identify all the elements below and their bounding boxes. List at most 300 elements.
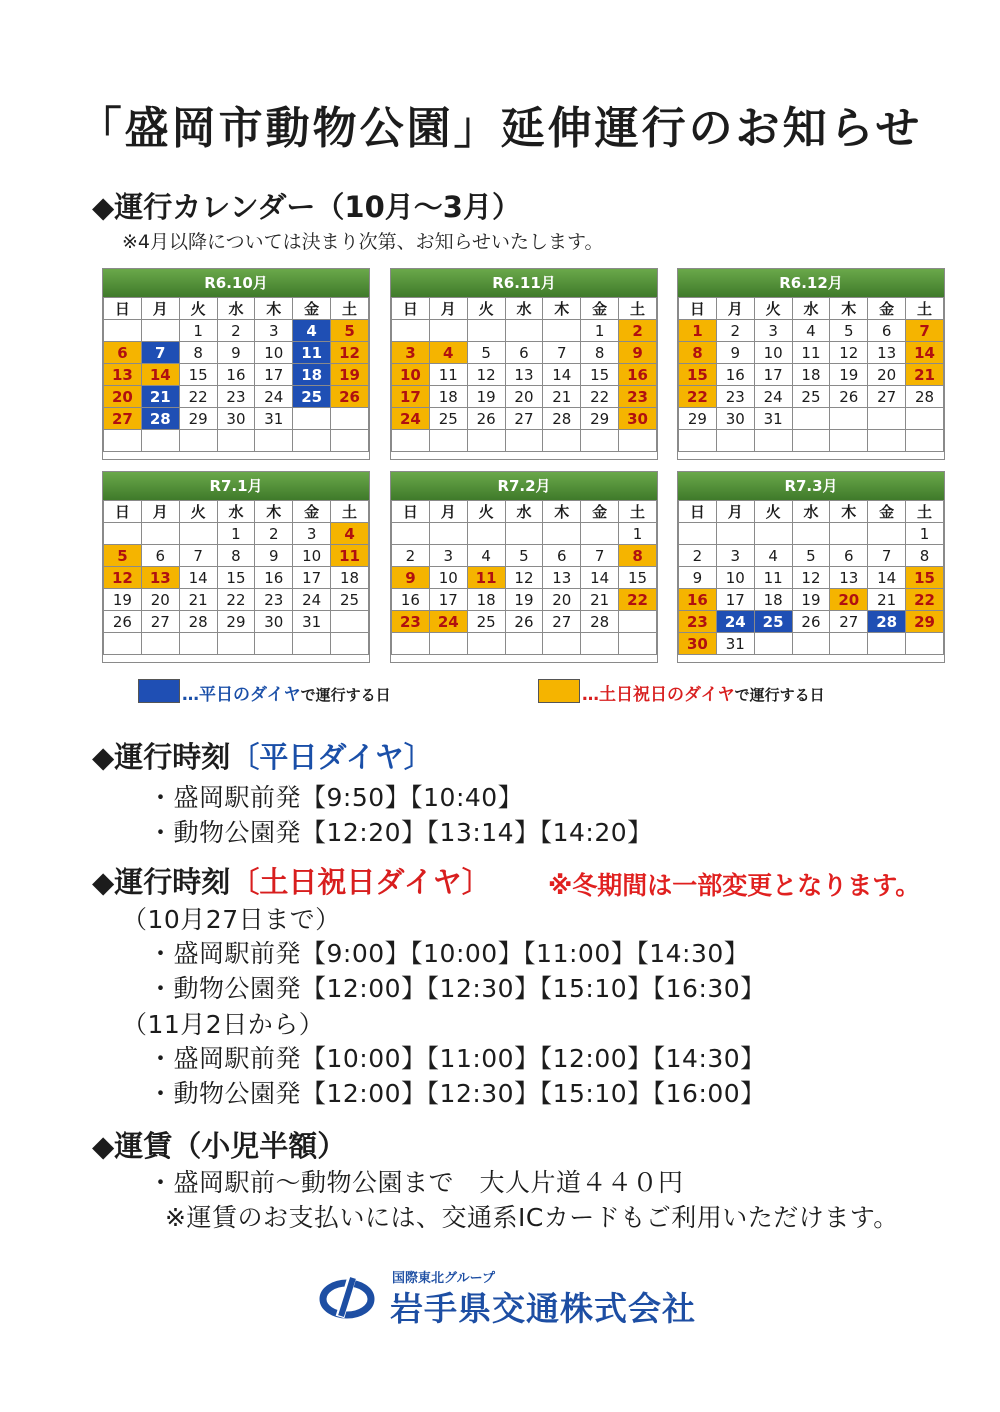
calendar-day: 1 xyxy=(906,523,944,545)
calendar-empty-cell xyxy=(467,633,505,655)
calendar-empty-cell xyxy=(293,408,331,430)
calendar-empty-cell xyxy=(104,523,142,545)
calendar-day: 20 xyxy=(543,589,581,611)
calendar-day: 8 xyxy=(619,545,657,567)
calendar-day: 27 xyxy=(830,611,868,633)
calendar-month-title: R6.12月 xyxy=(678,269,944,297)
group-name: 国際東北グループ xyxy=(392,1271,495,1286)
weekday-header: 日 xyxy=(104,501,142,523)
calendar-heading: ◆運行カレンダー（10月～3月） xyxy=(92,190,521,224)
calendar-empty-cell xyxy=(217,633,255,655)
holiday-heading-note: ※冬期間は一部変更となります。 xyxy=(548,871,921,900)
iwate-kotsu-logo-icon xyxy=(318,1275,376,1319)
calendar-empty-cell xyxy=(505,523,543,545)
weekday-header: 金 xyxy=(581,501,619,523)
calendar-day: 12 xyxy=(505,567,543,589)
calendar-day: 30 xyxy=(619,408,657,430)
calendar-day: 17 xyxy=(429,589,467,611)
calendar-day: 26 xyxy=(792,611,830,633)
calendar-day: 31 xyxy=(716,633,754,655)
holiday-heading-tag: 〔土日祝日ダイヤ〕 xyxy=(230,865,491,899)
calendar-day: 22 xyxy=(619,589,657,611)
calendar-day: 22 xyxy=(679,386,717,408)
calendar-day: 17 xyxy=(255,364,293,386)
calendar-day: 7 xyxy=(581,545,619,567)
calendar-day: 1 xyxy=(581,320,619,342)
calendar-day: 2 xyxy=(619,320,657,342)
calendar-day: 16 xyxy=(716,364,754,386)
calendar-note: ※4月以降については決まり次第、お知らせいたします。 xyxy=(122,231,604,253)
weekday-line-1: ・盛岡駅前発【9:50】【10:40】 xyxy=(148,783,524,812)
fare-line-1: ・盛岡駅前～動物公園まで 大人片道４４０円 xyxy=(148,1168,684,1197)
calendar-day: 29 xyxy=(217,611,255,633)
calendar-empty-cell xyxy=(505,430,543,452)
calendar-day: 24 xyxy=(293,589,331,611)
calendar-day: 30 xyxy=(217,408,255,430)
weekday-header: 木 xyxy=(543,298,581,320)
calendar-day: 17 xyxy=(716,589,754,611)
calendar-day: 23 xyxy=(619,386,657,408)
weekday-header: 火 xyxy=(467,298,505,320)
calendar-day: 3 xyxy=(255,320,293,342)
weekday-header: 水 xyxy=(217,298,255,320)
company-logo xyxy=(318,1265,718,1328)
calendar-day: 28 xyxy=(179,611,217,633)
calendar-empty-cell xyxy=(104,633,142,655)
calendar-empty-cell xyxy=(792,430,830,452)
calendar-month-title: R7.3月 xyxy=(678,472,944,500)
calendar-day: 11 xyxy=(429,364,467,386)
calendar-month xyxy=(677,471,945,663)
calendar-day: 11 xyxy=(754,567,792,589)
calendar-day: 29 xyxy=(679,408,717,430)
calendar-day: 28 xyxy=(543,408,581,430)
fare-line-2: ※運賃のお支払いには、交通系ICカードもご利用いただけます。 xyxy=(165,1203,899,1232)
calendar-day: 3 xyxy=(293,523,331,545)
calendar-day: 6 xyxy=(104,342,142,364)
calendar-day: 5 xyxy=(467,342,505,364)
calendar-day: 30 xyxy=(716,408,754,430)
calendar-day: 27 xyxy=(104,408,142,430)
weekday-header: 月 xyxy=(141,501,179,523)
calendar-day: 28 xyxy=(868,611,906,633)
calendar-day: 19 xyxy=(467,386,505,408)
legend-blue-label: …平日のダイヤ xyxy=(182,685,301,705)
calendar-day: 25 xyxy=(792,386,830,408)
calendar-day: 11 xyxy=(792,342,830,364)
weekday-line-2: ・動物公園発【12:20】【13:14】【14:20】 xyxy=(148,818,653,847)
calendar-day: 5 xyxy=(331,320,369,342)
calendar-day: 26 xyxy=(505,611,543,633)
calendar-empty-cell xyxy=(543,523,581,545)
calendar-empty-cell xyxy=(716,430,754,452)
calendar-day: 8 xyxy=(581,342,619,364)
calendar-day: 22 xyxy=(217,589,255,611)
weekday-header: 金 xyxy=(293,501,331,523)
calendar-day: 18 xyxy=(754,589,792,611)
calendar-day: 16 xyxy=(255,567,293,589)
calendar-empty-cell xyxy=(505,633,543,655)
weekday-header: 木 xyxy=(830,298,868,320)
calendar-day: 12 xyxy=(467,364,505,386)
calendar-day: 15 xyxy=(581,364,619,386)
calendar-day: 6 xyxy=(505,342,543,364)
legend-yellow-label: …土日祝日のダイヤ xyxy=(582,685,735,705)
calendar-empty-cell xyxy=(619,611,657,633)
calendar-day: 27 xyxy=(141,611,179,633)
calendar-day: 14 xyxy=(868,567,906,589)
calendar-empty-cell xyxy=(429,523,467,545)
calendar-day: 1 xyxy=(179,320,217,342)
calendar-day: 24 xyxy=(716,611,754,633)
weekday-header: 木 xyxy=(543,501,581,523)
weekday-header: 木 xyxy=(830,501,868,523)
weekday-header: 土 xyxy=(619,298,657,320)
weekday-header: 土 xyxy=(331,501,369,523)
calendar-empty-cell xyxy=(293,633,331,655)
calendar-day: 9 xyxy=(716,342,754,364)
calendar-empty-cell xyxy=(830,633,868,655)
calendar-empty-cell xyxy=(581,633,619,655)
calendar-empty-cell xyxy=(581,430,619,452)
calendar-empty-cell xyxy=(754,523,792,545)
calendar-day: 8 xyxy=(679,342,717,364)
calendar-day: 5 xyxy=(830,320,868,342)
calendar-day: 7 xyxy=(141,342,179,364)
weekday-header: 火 xyxy=(179,298,217,320)
calendar-day: 29 xyxy=(906,611,944,633)
calendar-empty-cell xyxy=(255,633,293,655)
legend-blue-tail: で運行する日 xyxy=(300,686,391,704)
weekday-header: 月 xyxy=(716,298,754,320)
calendar-empty-cell xyxy=(543,633,581,655)
calendar-day: 15 xyxy=(619,567,657,589)
weekday-header: 木 xyxy=(255,501,293,523)
calendar-empty-cell xyxy=(792,633,830,655)
calendar-day: 21 xyxy=(906,364,944,386)
calendar-day: 23 xyxy=(716,386,754,408)
calendar-day: 17 xyxy=(293,567,331,589)
holiday-p2-line-1: ・盛岡駅前発【10:00】【11:00】【12:00】【14:30】 xyxy=(148,1044,766,1073)
calendar-day: 9 xyxy=(255,545,293,567)
calendar-day: 3 xyxy=(429,545,467,567)
calendar-day: 10 xyxy=(293,545,331,567)
weekday-header: 水 xyxy=(217,501,255,523)
calendar-day: 9 xyxy=(217,342,255,364)
calendar-day: 8 xyxy=(906,545,944,567)
calendar-day: 20 xyxy=(505,386,543,408)
weekday-header: 土 xyxy=(331,298,369,320)
calendar-day: 11 xyxy=(467,567,505,589)
calendar-day: 17 xyxy=(754,364,792,386)
calendar-day: 18 xyxy=(293,364,331,386)
calendar-day: 28 xyxy=(141,408,179,430)
calendar-day: 28 xyxy=(581,611,619,633)
calendar-empty-cell xyxy=(830,430,868,452)
calendar-month xyxy=(390,268,658,460)
company-name: 岩手県交通株式会社 xyxy=(390,1289,696,1328)
calendar-day: 19 xyxy=(792,589,830,611)
calendar-day: 2 xyxy=(392,545,430,567)
weekday-header: 水 xyxy=(792,298,830,320)
calendar-empty-cell xyxy=(581,523,619,545)
calendar-empty-cell xyxy=(429,320,467,342)
calendar-day: 14 xyxy=(581,567,619,589)
calendar-day: 23 xyxy=(255,589,293,611)
calendar-day: 10 xyxy=(392,364,430,386)
calendar-empty-cell xyxy=(467,430,505,452)
weekday-header: 火 xyxy=(754,298,792,320)
calendar-day: 2 xyxy=(716,320,754,342)
calendar-day: 21 xyxy=(179,589,217,611)
calendar-day: 10 xyxy=(754,342,792,364)
weekday-header: 金 xyxy=(868,501,906,523)
calendar-day: 22 xyxy=(581,386,619,408)
calendar-day: 12 xyxy=(331,342,369,364)
calendar-day: 22 xyxy=(906,589,944,611)
calendar-day: 30 xyxy=(679,633,717,655)
calendar-day: 14 xyxy=(179,567,217,589)
calendar-day: 29 xyxy=(581,408,619,430)
calendar-empty-cell xyxy=(293,430,331,452)
calendar-day: 18 xyxy=(429,386,467,408)
calendar-empty-cell xyxy=(104,320,142,342)
calendar-month-title: R6.10月 xyxy=(103,269,369,297)
calendar-day: 19 xyxy=(505,589,543,611)
calendar-day: 13 xyxy=(104,364,142,386)
weekday-header: 土 xyxy=(906,298,944,320)
calendar-day: 19 xyxy=(830,364,868,386)
calendar-day: 14 xyxy=(141,364,179,386)
calendar-day: 1 xyxy=(217,523,255,545)
calendar-day: 9 xyxy=(679,567,717,589)
calendar-empty-cell xyxy=(467,320,505,342)
calendar-day: 16 xyxy=(679,589,717,611)
calendar-day: 18 xyxy=(792,364,830,386)
calendar-empty-cell xyxy=(141,523,179,545)
calendar-empty-cell xyxy=(679,430,717,452)
calendar-empty-cell xyxy=(868,633,906,655)
calendar-day: 13 xyxy=(141,567,179,589)
calendar-day: 13 xyxy=(505,364,543,386)
calendar-day: 26 xyxy=(104,611,142,633)
calendar-day: 16 xyxy=(619,364,657,386)
calendar-day: 31 xyxy=(293,611,331,633)
calendar-day: 28 xyxy=(906,386,944,408)
holiday-heading-prefix: ◆運行時刻 xyxy=(92,865,231,899)
calendar-day: 4 xyxy=(331,523,369,545)
holiday-period-2: （11月2日から） xyxy=(122,1010,325,1039)
calendar-day: 12 xyxy=(792,567,830,589)
weekday-header: 月 xyxy=(429,501,467,523)
calendar-day: 21 xyxy=(868,589,906,611)
calendar-day: 15 xyxy=(217,567,255,589)
calendar-day: 2 xyxy=(679,545,717,567)
calendar-empty-cell xyxy=(830,408,868,430)
calendar-day: 7 xyxy=(868,545,906,567)
legend-yellow-swatch xyxy=(538,679,580,703)
weekday-header: 火 xyxy=(179,501,217,523)
calendar-empty-cell xyxy=(331,611,369,633)
calendar-empty-cell xyxy=(179,523,217,545)
legend-yellow xyxy=(582,680,825,705)
calendar-day: 25 xyxy=(293,386,331,408)
weekday-header: 日 xyxy=(104,298,142,320)
weekday-header: 日 xyxy=(679,501,717,523)
calendar-day: 13 xyxy=(543,567,581,589)
calendar-day: 26 xyxy=(467,408,505,430)
fare-heading: ◆運賃（小児半額） xyxy=(92,1129,347,1163)
calendar-day: 19 xyxy=(104,589,142,611)
calendar-day: 25 xyxy=(429,408,467,430)
calendar-empty-cell xyxy=(141,320,179,342)
calendar-empty-cell xyxy=(331,408,369,430)
calendar-day: 22 xyxy=(179,386,217,408)
calendar-day: 8 xyxy=(217,545,255,567)
calendar-empty-cell xyxy=(906,408,944,430)
calendar-day: 9 xyxy=(619,342,657,364)
calendar-day: 6 xyxy=(830,545,868,567)
calendar-day: 21 xyxy=(581,589,619,611)
calendar-day: 17 xyxy=(392,386,430,408)
calendar-empty-cell xyxy=(716,523,754,545)
calendar-day: 4 xyxy=(429,342,467,364)
calendar-day: 16 xyxy=(217,364,255,386)
page-title: 「盛岡市動物公園」延伸運行のお知らせ xyxy=(77,103,923,154)
calendar-day: 3 xyxy=(716,545,754,567)
calendar-empty-cell xyxy=(906,430,944,452)
calendar-day: 2 xyxy=(255,523,293,545)
calendar-empty-cell xyxy=(754,633,792,655)
calendar-day: 20 xyxy=(868,364,906,386)
calendar-day: 5 xyxy=(104,545,142,567)
calendar-day: 5 xyxy=(792,545,830,567)
calendar-day: 25 xyxy=(467,611,505,633)
calendar-day: 18 xyxy=(331,567,369,589)
calendar-day: 24 xyxy=(255,386,293,408)
calendar-empty-cell xyxy=(679,523,717,545)
calendar-empty-cell xyxy=(619,633,657,655)
weekday-header: 水 xyxy=(505,501,543,523)
calendar-month-title: R6.11月 xyxy=(391,269,657,297)
calendar-day: 4 xyxy=(293,320,331,342)
calendar-day: 10 xyxy=(429,567,467,589)
calendar-day: 6 xyxy=(141,545,179,567)
calendar-day: 11 xyxy=(331,545,369,567)
calendar-day: 20 xyxy=(104,386,142,408)
calendar-empty-cell xyxy=(141,430,179,452)
weekday-header: 金 xyxy=(293,298,331,320)
calendar-month xyxy=(102,471,370,663)
weekday-header: 月 xyxy=(716,501,754,523)
calendar-day: 27 xyxy=(543,611,581,633)
holiday-p2-line-2: ・動物公園発【12:00】【12:30】【15:10】【16:00】 xyxy=(148,1079,766,1108)
calendar-empty-cell xyxy=(868,430,906,452)
calendar-empty-cell xyxy=(868,408,906,430)
calendar-empty-cell xyxy=(543,430,581,452)
calendar-day: 9 xyxy=(392,567,430,589)
calendar-day: 6 xyxy=(868,320,906,342)
calendar-day: 4 xyxy=(792,320,830,342)
calendar-month-title: R7.1月 xyxy=(103,472,369,500)
calendar-day: 15 xyxy=(906,567,944,589)
weekday-heading-tag: 〔平日ダイヤ〕 xyxy=(230,740,433,774)
calendar-day: 10 xyxy=(255,342,293,364)
holiday-p1-line-1: ・盛岡駅前発【9:00】【10:00】【11:00】【14:30】 xyxy=(148,939,750,968)
weekday-heading-prefix: ◆運行時刻 xyxy=(92,740,231,774)
calendar-day: 25 xyxy=(754,611,792,633)
calendar-day: 23 xyxy=(679,611,717,633)
calendar-empty-cell xyxy=(429,430,467,452)
calendar-empty-cell xyxy=(429,633,467,655)
calendar-empty-cell xyxy=(392,523,430,545)
weekday-header: 木 xyxy=(255,298,293,320)
calendar-day: 1 xyxy=(679,320,717,342)
calendar-month xyxy=(677,268,945,460)
calendar-day: 31 xyxy=(255,408,293,430)
weekday-header: 月 xyxy=(141,298,179,320)
calendar-day: 19 xyxy=(331,364,369,386)
holiday-period-1: （10月27日まで） xyxy=(122,905,341,934)
calendar-day: 21 xyxy=(141,386,179,408)
calendar-empty-cell xyxy=(830,523,868,545)
calendar-day: 31 xyxy=(754,408,792,430)
weekday-heading xyxy=(92,735,433,776)
calendar-day: 26 xyxy=(331,386,369,408)
weekday-header: 日 xyxy=(392,501,430,523)
calendar-empty-cell xyxy=(179,430,217,452)
calendar-empty-cell xyxy=(392,430,430,452)
calendar-day: 14 xyxy=(543,364,581,386)
calendar-empty-cell xyxy=(619,430,657,452)
calendar-day: 15 xyxy=(679,364,717,386)
calendar-day: 7 xyxy=(906,320,944,342)
calendar-empty-cell xyxy=(505,320,543,342)
weekday-header: 日 xyxy=(392,298,430,320)
calendar-day: 16 xyxy=(392,589,430,611)
calendar-day: 18 xyxy=(467,589,505,611)
calendar-day: 20 xyxy=(141,589,179,611)
calendar-month xyxy=(102,268,370,460)
calendar-empty-cell xyxy=(141,633,179,655)
calendar-day: 30 xyxy=(255,611,293,633)
calendar-day: 5 xyxy=(505,545,543,567)
calendar-day: 10 xyxy=(716,567,754,589)
calendar-day: 11 xyxy=(293,342,331,364)
calendar-empty-cell xyxy=(467,523,505,545)
calendar-day: 21 xyxy=(543,386,581,408)
calendar-day: 6 xyxy=(543,545,581,567)
calendar-day: 1 xyxy=(619,523,657,545)
calendar-empty-cell xyxy=(331,430,369,452)
holiday-p1-line-2: ・動物公園発【12:00】【12:30】【15:10】【16:30】 xyxy=(148,974,766,1003)
calendar-month-title: R7.2月 xyxy=(391,472,657,500)
calendar-day: 23 xyxy=(217,386,255,408)
weekday-header: 火 xyxy=(754,501,792,523)
calendar-day: 13 xyxy=(830,567,868,589)
calendar-day: 24 xyxy=(429,611,467,633)
calendar-empty-cell xyxy=(255,430,293,452)
calendar-day: 24 xyxy=(392,408,430,430)
holiday-heading xyxy=(92,860,491,901)
calendar-empty-cell xyxy=(792,408,830,430)
weekday-header: 月 xyxy=(429,298,467,320)
calendar-day: 7 xyxy=(543,342,581,364)
calendar-day: 13 xyxy=(868,342,906,364)
calendar-day: 7 xyxy=(179,545,217,567)
calendar-month xyxy=(390,471,658,663)
calendar-day: 12 xyxy=(830,342,868,364)
